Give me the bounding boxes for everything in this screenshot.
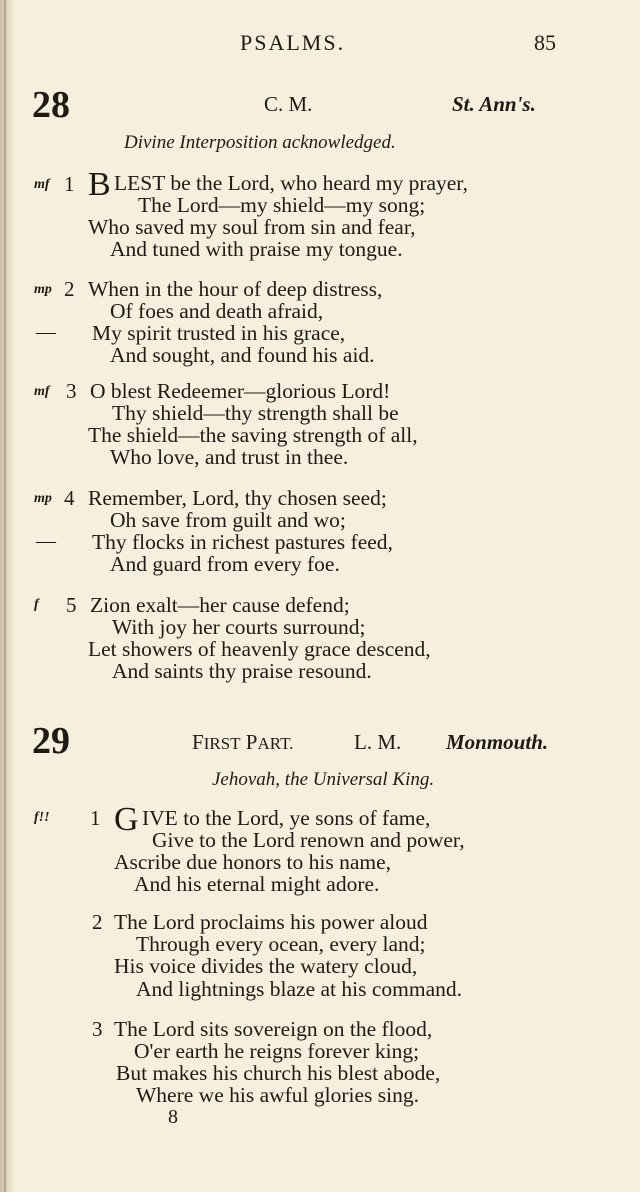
verse-line: The Lord sits sovereign on the flood, — [114, 1017, 433, 1041]
signature-mark: 8 — [168, 1106, 178, 1128]
hymn-number: 28 — [32, 84, 70, 126]
verse-line: The shield—the saving strength of all, — [88, 423, 418, 447]
verse-number: 1 — [90, 806, 101, 830]
verse-line: And guard from every foe. — [110, 552, 340, 576]
verse-line: Where we his awful glories sing. — [136, 1083, 420, 1107]
drop-cap: B — [88, 166, 111, 203]
repeat-dash: — — [36, 530, 56, 552]
verse-line: Who love, and trust in thee. — [110, 445, 349, 469]
verse-number: 2 — [64, 277, 75, 301]
verse-line: But makes his church his blest abode, — [116, 1061, 441, 1085]
verse-number: 4 — [64, 486, 75, 510]
hymn-number: 29 — [32, 720, 70, 762]
verse-number: 3 — [92, 1017, 103, 1041]
running-header-title: PSALMS. — [240, 30, 346, 55]
verse-line: And his eternal might adore. — [134, 872, 380, 896]
verse-line: And tuned with praise my tongue. — [110, 237, 403, 261]
verse-line: And saints thy praise resound. — [112, 659, 372, 683]
verse-line: Give to the Lord renown and power, — [152, 828, 465, 852]
verse-line: And lightnings blaze at his command. — [136, 977, 463, 1001]
hymn-part-label: FIRST PART. — [192, 730, 294, 754]
dynamic-marking: mp — [34, 491, 52, 506]
verse-line: Thy flocks in richest pastures feed, — [92, 530, 393, 554]
dynamic-marking: mp — [34, 282, 52, 297]
verse-line: Thy shield—thy strength shall be — [112, 401, 399, 425]
repeat-dash: — — [36, 321, 56, 343]
page-edge-line — [4, 0, 6, 1192]
verse-line: Oh save from guilt and wo; — [110, 508, 346, 532]
verse-line: And sought, and found his aid. — [110, 343, 375, 367]
verse-line: O blest Redeemer—glorious Lord! — [90, 379, 391, 403]
verse-line: Zion exalt—her cause defend; — [90, 593, 350, 617]
page-edge — [0, 0, 16, 1192]
verse-line: With joy her courts surround; — [112, 615, 366, 639]
verse-line: The Lord proclaims his power aloud — [114, 910, 428, 934]
verse-line: LEST be the Lord, who heard my prayer, — [114, 171, 468, 195]
hymn-meter: C. M. — [264, 92, 313, 116]
verse-line: My spirit trusted in his grace, — [92, 321, 346, 345]
verse-line: Of foes and death afraid, — [110, 299, 324, 323]
verse-line: Let showers of heavenly grace descend, — [88, 637, 431, 661]
verse-line: His voice divides the watery cloud, — [114, 954, 418, 978]
verse-line: Remember, Lord, thy chosen seed; — [88, 486, 387, 510]
verse-number: 3 — [66, 379, 77, 403]
dynamic-marking: f — [34, 597, 39, 612]
page-number: 85 — [534, 30, 556, 55]
verse-line: O'er earth he reigns forever king; — [134, 1039, 420, 1063]
dynamic-marking: f!! — [34, 810, 50, 825]
hymn-meter: L. M. — [354, 730, 402, 754]
verse-number: 5 — [66, 593, 77, 617]
verse-line: When in the hour of deep distress, — [88, 277, 383, 301]
verse-number: 2 — [92, 910, 103, 934]
verse-line: The Lord—my shield—my song; — [138, 193, 426, 217]
drop-cap: G — [114, 801, 139, 838]
verse-number: 1 — [64, 172, 75, 196]
verse-line: Through every ocean, every land; — [136, 932, 426, 956]
verse-line: IVE to the Lord, ye sons of fame, — [142, 806, 431, 830]
dynamic-marking: mf — [34, 177, 50, 192]
verse-line: Who saved my soul from sin and fear, — [88, 215, 416, 239]
dynamic-marking: mf — [34, 384, 50, 399]
verse-line: Ascribe due honors to his name, — [114, 850, 392, 874]
hymn-subtitle: Jehovah, the Universal King. — [212, 769, 435, 790]
hymn-tune: Monmouth. — [446, 730, 549, 754]
hymn-tune: St. Ann's. — [452, 92, 536, 116]
hymn-subtitle: Divine Interposition acknowledged. — [124, 132, 396, 153]
